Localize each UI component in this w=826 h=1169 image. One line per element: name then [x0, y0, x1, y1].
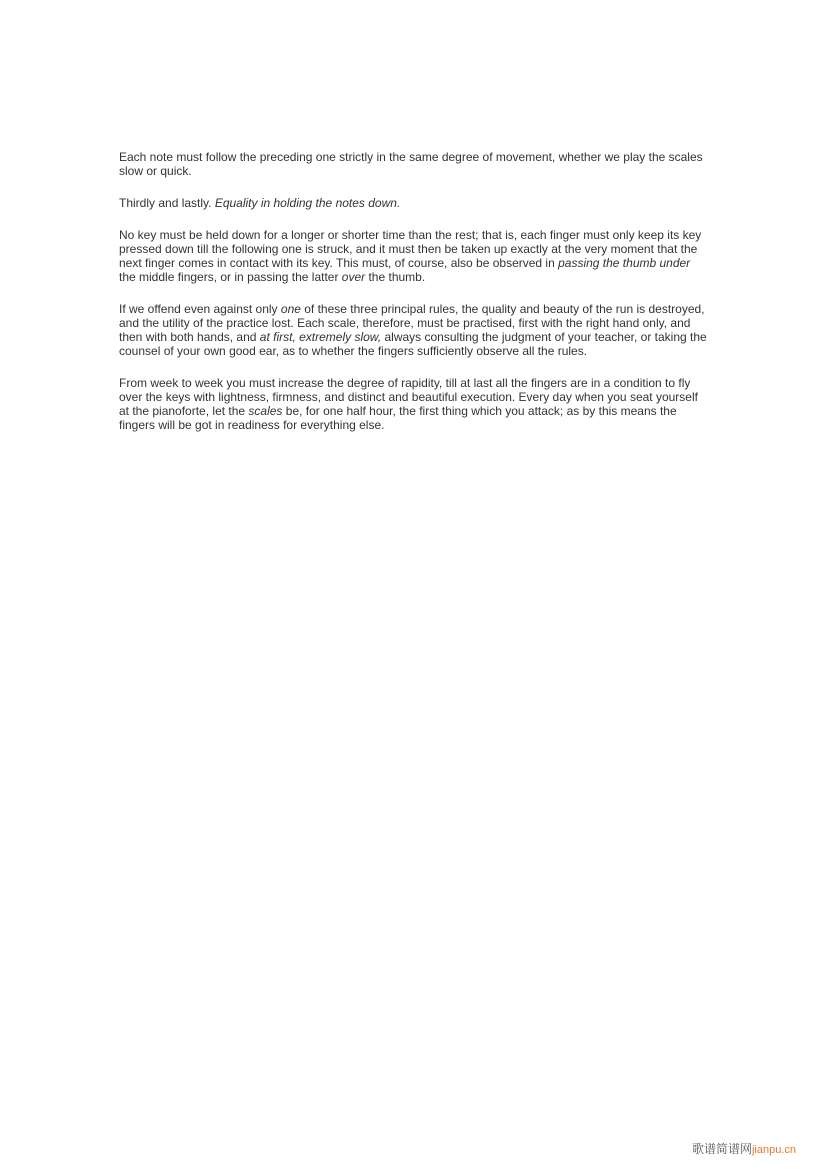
paragraph-4: [119, 302, 709, 358]
paragraph-3: [119, 228, 709, 284]
paragraph-2: [119, 196, 709, 210]
watermark-site-name: 歌谱简谱网: [691, 1142, 752, 1156]
document-body: [119, 150, 709, 450]
paragraph-5-text-1: From week to week you must increase the degree of rapidity, till at last all the fingers are in a condition to fly over the keys with lightness, firmness, and distinct and beautiful execution. Every day when you seat yourself at the pianoforte, let the: [119, 376, 698, 418]
paragraph-4-italic-1: one: [280, 302, 301, 316]
paragraph-2-text-1: Thirdly and lastly.: [119, 196, 215, 210]
paragraph-4-text-3: always consulting the judgment of your teacher, or taking the counsel of your own good ear, as to whether the fingers sufficiently observe all the rules.: [119, 330, 707, 358]
paragraph-4-text-1: If we offend even against only: [119, 302, 281, 316]
paragraph-4-italic-2: at first, extremely slow,: [259, 330, 382, 344]
paragraph-5-italic-1: scales: [248, 404, 283, 418]
paragraph-1: [119, 150, 709, 178]
watermark-url: jianpu.cn: [751, 1144, 796, 1156]
paragraph-1-text: Each note must follow the preceding one strictly in the same degree of movement, whether we play the scales slow or quick.: [119, 150, 703, 178]
paragraph-3-text-2: the middle fingers, or in passing the latter: [119, 270, 342, 284]
paragraph-3-italic-2: over: [341, 270, 366, 284]
site-watermark: [692, 1140, 796, 1157]
paragraph-3-text-3: the thumb.: [365, 270, 426, 284]
paragraph-4-text-2: of these three principal rules, the quality and beauty of the run is destroyed, and the utility of the practice lost. Each scale, therefore, must be practised, first with the right hand only, and then with both hands, and: [119, 302, 705, 344]
paragraph-3-italic-1: passing the thumb under: [558, 256, 691, 270]
paragraph-5: [119, 376, 709, 432]
paragraph-2-italic-1: Equality in holding the notes down.: [214, 196, 401, 210]
paragraph-5-text-2: be, for one half hour, the first thing which you attack; as by this means the fingers will be got in readiness for everything else.: [119, 404, 677, 432]
paragraph-3-text-1: No key must be held down for a longer or shorter time than the rest; that is, each finger must only keep its key pressed down till the following one is struck, and it must then be taken up exactly at the very moment that the next finger comes in contact with its key. This must, of course, also be observed in: [119, 228, 702, 270]
